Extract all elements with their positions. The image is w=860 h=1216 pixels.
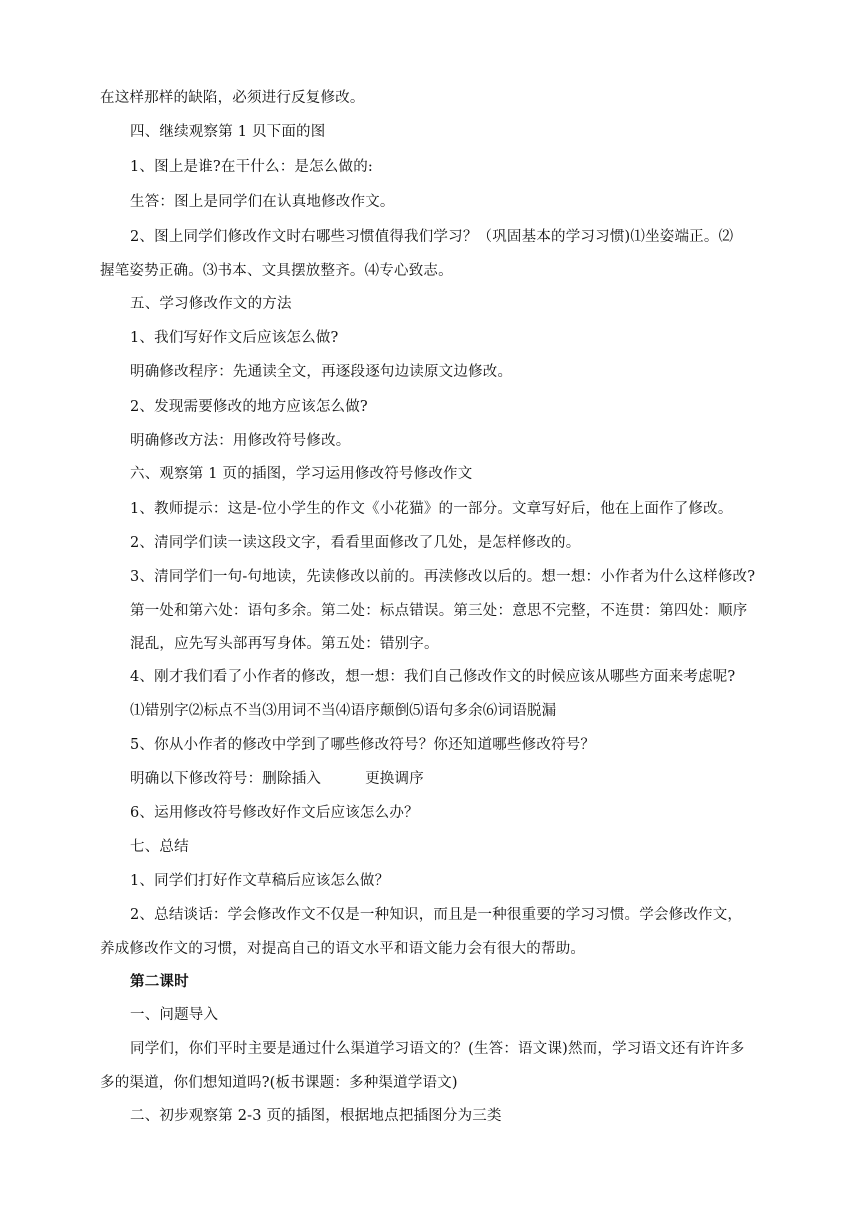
text-line: 2、总结谈话：学会修改作文不仅是一种知识，而且是一种很重要的学习习惯。学会修改作文， xyxy=(130,907,743,923)
text-line: 生答：图上是同学们在认真地修改作文。 xyxy=(130,194,395,210)
lesson-heading: 第二课时 xyxy=(130,974,189,990)
text-line: 养成修改作文的习惯，对提高自己的语文水平和语文能力会有很大的帮助。 xyxy=(100,941,586,957)
section-heading: 四、继续观察第 1 贝下面的图 xyxy=(130,124,326,140)
text-line: 6、运用修改符号修改好作文后应该怎么办？ xyxy=(130,805,419,821)
text-line: 在这样那样的缺陷，必须进行反复修改。 xyxy=(100,90,365,106)
text-line: 2、图上同学们修改作文时右哪些习惯值得我们学习？（巩固基本的学习习惯)⑴坐姿端正。⑵ xyxy=(130,229,734,245)
text-line: 混乱，应先写头部再写身体。第五处：错别字。 xyxy=(130,636,439,652)
text-line: 4、刚才我们看了小作者的修改，想一想：我们自己修改作文的时候应该从哪些方面来考虑呢? xyxy=(130,669,736,685)
text-line: 1、同学们打好作文草稿后应该怎么做？ xyxy=(130,873,390,889)
text-line: 握笔姿势正确。⑶书本、文具摆放整齐。⑷专心致志。 xyxy=(100,263,453,279)
text-line: 1、教师提示：这是-位小学生的作文《小花猫》的一部分。文章写好后，他在上面作了修改。 xyxy=(130,501,733,517)
text-line: 明确修改程序：先通读全文，再逐段逐句边读原文边修改。 xyxy=(130,364,513,380)
section-heading: 二、初步观察第 2-3 页的插图，根据地点把插图分为三类 xyxy=(130,1108,502,1124)
text-line xyxy=(130,769,424,789)
text-line: 1、我们写好作文后应该怎么做? xyxy=(130,330,339,346)
text-line: 2、清同学们读一读这段文字，看看里面修改了几处，是怎样修改的。 xyxy=(130,535,581,551)
text-line: 多的渠道，你们想知道吗?(板书课题：多种渠道学语文) xyxy=(100,1075,458,1091)
text-line: 2、发现需要修改的地方应该怎么做? xyxy=(130,399,368,415)
text-segment: 更换调序 xyxy=(365,771,424,787)
section-heading: 五、学习修改作文的方法 xyxy=(130,296,292,312)
text-line: 明确修改方法：用修改符号修改。 xyxy=(130,433,351,449)
text-line: 5、你从小作者的修改中学到了哪些修改符号？你还知道哪些修改符号？ xyxy=(130,737,596,753)
section-heading: 一、问题导入 xyxy=(130,1007,219,1023)
text-segment: 明确以下修改符号：删除插入 xyxy=(130,771,322,787)
text-line: 1、图上是谁?在干什么：是怎么做的: xyxy=(130,159,373,175)
section-heading: 六、观察第 1 页的插图，学习运用修改符号修改作文 xyxy=(130,466,473,482)
text-line: 同学们，你们平时主要是通过什么渠道学习语文的？(生答：语文课)然而，学习语文还有许许多 xyxy=(130,1041,745,1057)
text-line: 第一处和第六处：语句多余。第二处：标点错误。第三处：意思不完整，不连贯：第四处：顺序 xyxy=(130,603,748,619)
section-heading: 七、总结 xyxy=(130,839,189,855)
text-line: ⑴错别字⑵标点不当⑶用词不当⑷语序颠倒⑸语句多余⑹词语脱漏 xyxy=(130,703,557,719)
text-line: 3、清同学们一句-句地读，先读修改以前的。再渎修改以后的。想一想：小作者为什么这样修改? xyxy=(130,569,756,585)
